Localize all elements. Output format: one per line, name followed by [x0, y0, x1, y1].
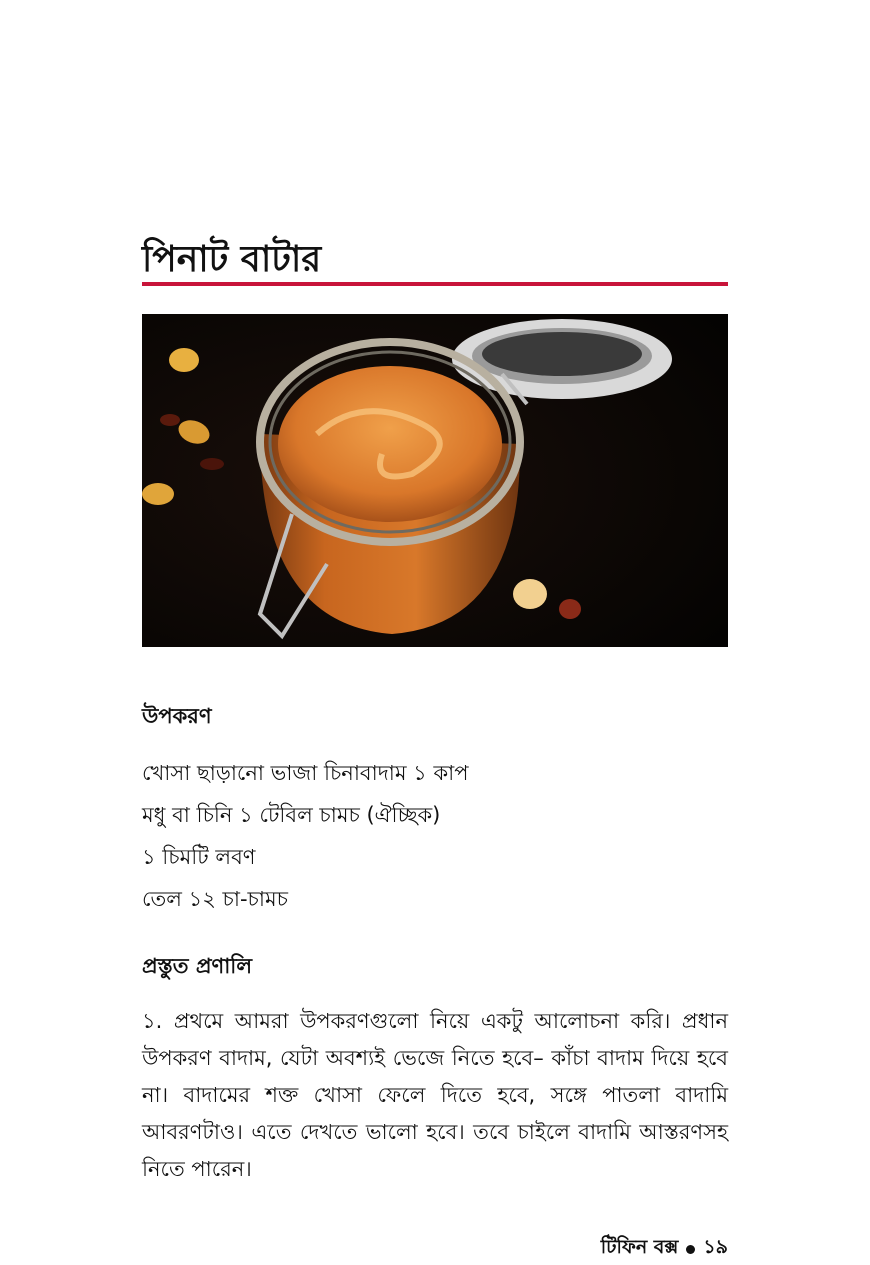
bullet-dot-icon	[686, 1245, 695, 1254]
ingredients-list	[142, 752, 469, 920]
method-step-1: ১. প্রথমে আমরা উপকরণগুলো নিয়ে একটু আলোচনা করি। প্রধান উপকরণ বাদাম, যেটা অবশ্যই ভেজে নিতে হবে– কাঁচা বাদাম দিয়ে হবে না। বাদামের শক্ত খোসা ফেলে দিতে হবে, সঙ্গে পাতলা বাদামি আবরণটাও। এতে দেখতে ভালো হবে। তবে চাইলে বাদামি আস্তরণসহ নিতে পারেন।	[142, 1009, 728, 1181]
page-footer	[601, 1233, 728, 1265]
ingredient-item: মধু বা চিনি ১ টেবিল চামচ (ঐচ্ছিক)	[142, 803, 441, 827]
peanut-4	[513, 579, 547, 609]
ingredient-item: তেল ১২ চা-চামচ	[142, 887, 288, 911]
ingredients-heading: উপকরণ	[142, 704, 212, 728]
peanut-butter-jar-illustration	[142, 314, 728, 647]
peanut-1	[169, 348, 199, 372]
recipe-title: পিনাট বাটার	[142, 239, 322, 280]
ingredient-item: ১ চিমটি লবণ	[142, 845, 256, 869]
peanut-3	[142, 483, 174, 505]
title-underline	[142, 282, 728, 286]
book-title: টিফিন বক্স	[600, 1236, 679, 1258]
page-number: ১৯	[703, 1236, 728, 1258]
method-heading: প্রস্তুত প্রণালি	[142, 954, 252, 978]
peanut-butter-surface	[278, 366, 502, 522]
peanut-butter-photo	[142, 314, 728, 647]
ingredient-item: খোসা ছাড়ানো ভাজা চিনাবাদাম ১ কাপ	[142, 761, 469, 785]
